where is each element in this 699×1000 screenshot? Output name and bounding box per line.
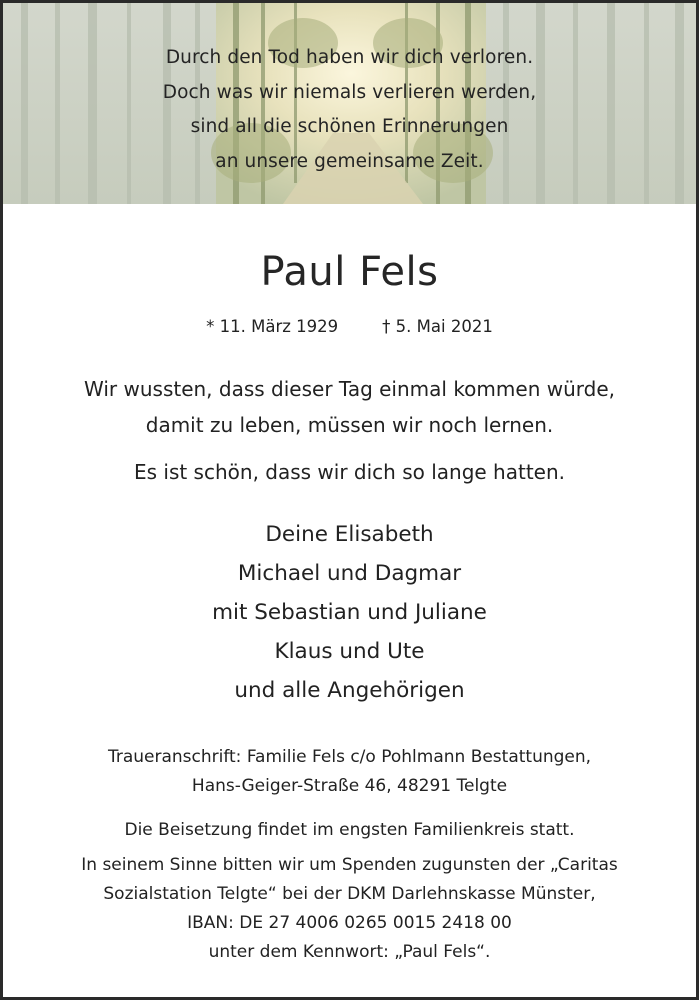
birth-date: * 11. März 1929 — [206, 317, 339, 336]
poem — [3, 41, 696, 179]
mourning-address-line: Hans-Geiger-Straße 46, 48291 Telgte — [191, 776, 508, 796]
quote-line: damit zu leben, müssen wir noch lernen. — [145, 413, 554, 437]
mourner-line: Michael und Dagmar — [237, 561, 462, 586]
mourner-line: Deine Elisabeth — [265, 522, 434, 547]
forest-header-image — [3, 3, 696, 204]
mourner-line: und alle Angehörigen — [234, 678, 465, 703]
burial-note: Die Beisetzung findet im engsten Familienkreis statt. — [124, 820, 575, 840]
poem-line: sind all die schönen Erinnerungen — [190, 116, 509, 137]
death-date: † 5. Mai 2021 — [382, 317, 493, 336]
mourners-list — [3, 515, 696, 710]
funeral-info — [3, 743, 696, 967]
poem-line: Durch den Tod haben wir dich verloren. — [165, 47, 534, 68]
quote-line: Es ist schön, dass wir dich so lange hatten. — [133, 460, 566, 484]
life-dates — [3, 315, 696, 339]
iban-line: IBAN: DE 27 4006 0265 0015 2418 00 — [187, 913, 512, 933]
donation-keyword: unter dem Kennwort: „Paul Fels“. — [208, 942, 491, 962]
donation-line: Sozialstation Telgte“ bei der DKM Darlehnskasse Münster, — [103, 884, 596, 904]
donation-line: In seinem Sinne bitten wir um Spenden zugunsten der „Caritas — [81, 855, 618, 875]
mourning-address-line: Traueranschrift: Familie Fels c/o Pohlmann Bestattungen, — [107, 747, 592, 767]
poem-line: Doch was wir niemals verlieren werden, — [162, 81, 537, 103]
quote-line: Wir wussten, dass dieser Tag einmal kommen würde, — [84, 377, 615, 401]
poem-line: an unsere gemeinsame Zeit. — [215, 150, 484, 172]
mourner-line: mit Sebastian und Juliane — [212, 600, 487, 625]
deceased-name: Paul Fels — [260, 249, 439, 295]
quote — [3, 371, 696, 490]
mourner-line: Klaus und Ute — [274, 639, 425, 664]
